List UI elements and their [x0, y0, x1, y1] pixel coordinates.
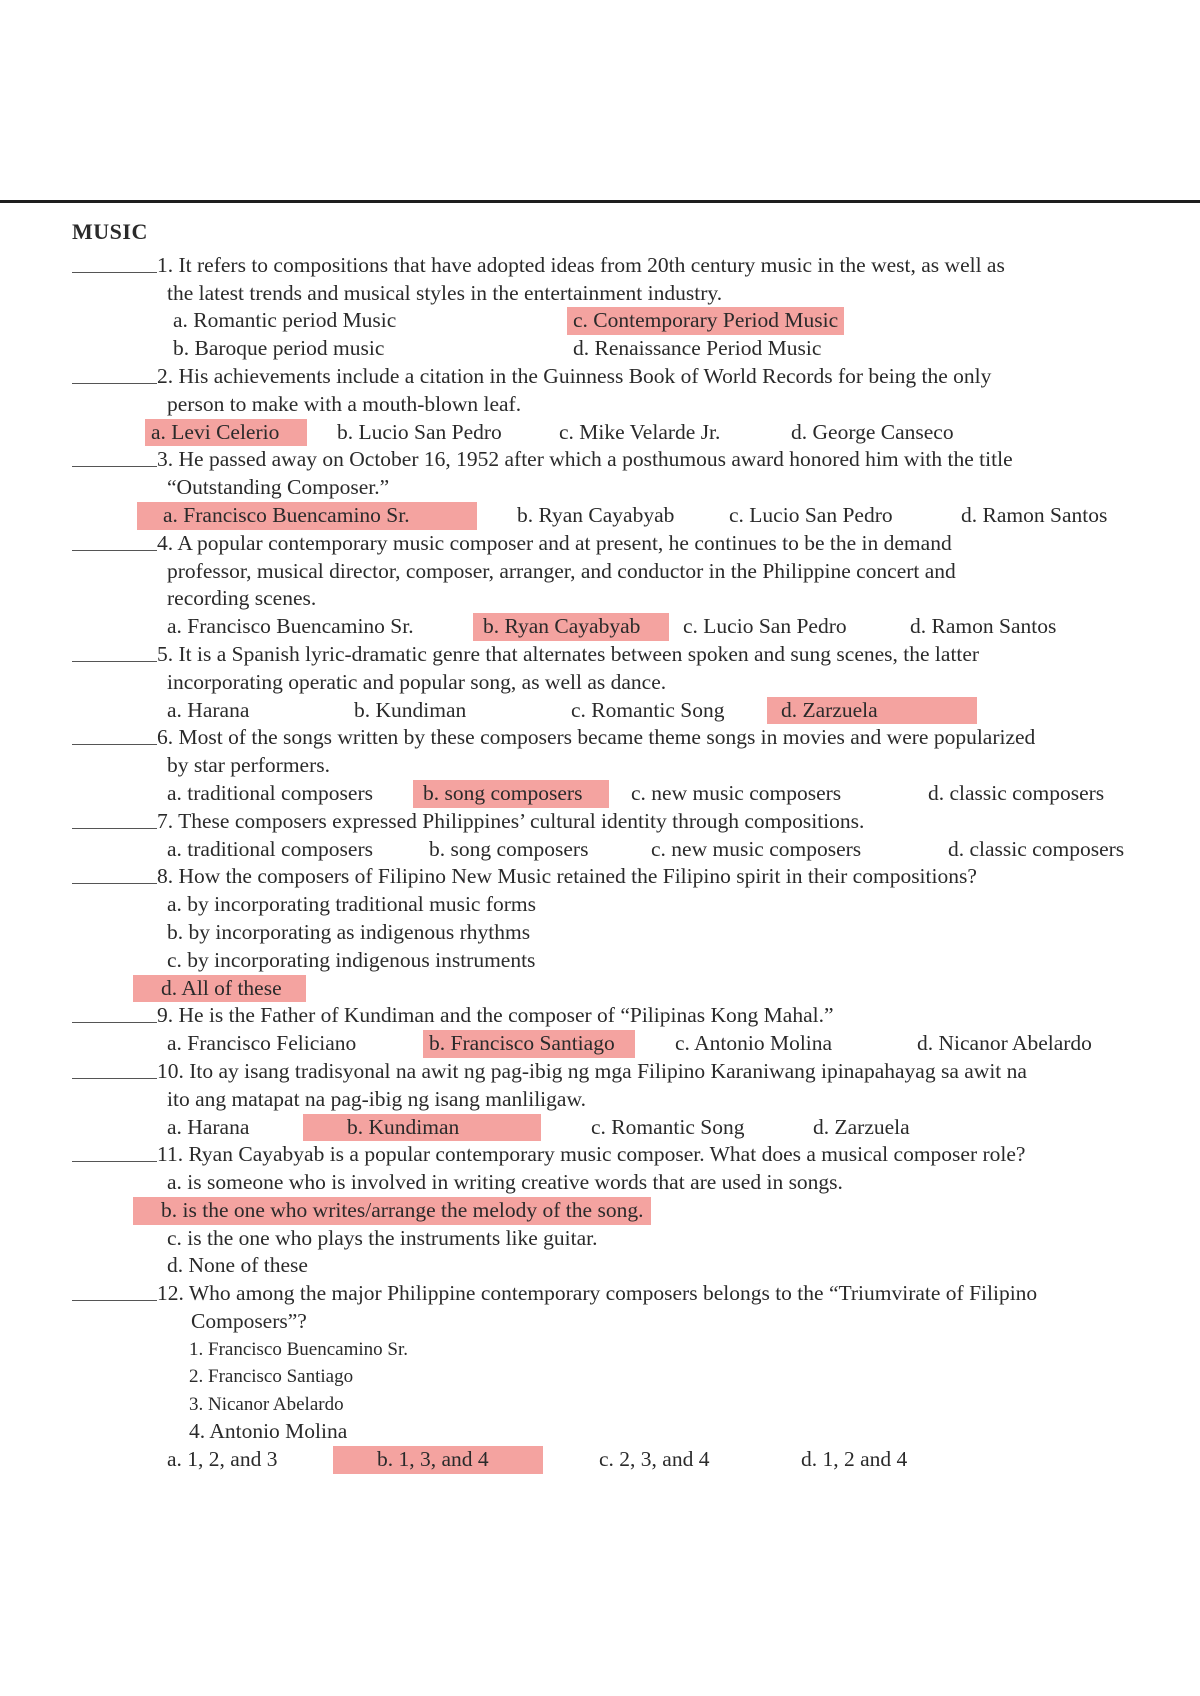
option-c[interactable]: c. is the one who plays the instruments like guitar.: [167, 1225, 598, 1250]
answer-blank[interactable]: [72, 661, 157, 662]
option-b[interactable]: b. Kundiman: [354, 697, 467, 722]
option-d[interactable]: d. classic composers: [948, 836, 1125, 861]
option-d[interactable]: d. Nicanor Abelardo: [917, 1031, 1092, 1056]
option-c[interactable]: c. by incorporating indigenous instruments: [167, 947, 536, 972]
question-stem: 9. He is the Father of Kundiman and the composer of “Pilipinas Kong Mahal.”: [157, 1003, 834, 1028]
question-stem: 1. It refers to compositions that have adopted ideas from 20th century music in the west, as well as: [157, 252, 1005, 277]
question-7: [72, 808, 1172, 864]
question-stem-continued: by star performers.: [167, 753, 330, 778]
option-a[interactable]: a. 1, 2, and 3: [167, 1446, 278, 1471]
question-stem-continued: Composers”?: [191, 1309, 307, 1334]
option-c[interactable]: c. Lucio San Pedro: [729, 502, 893, 527]
option-a-highlighted[interactable]: a. Francisco Buencamino Sr.: [137, 502, 477, 530]
answer-blank[interactable]: [72, 272, 157, 273]
option-c[interactable]: c. new music composers: [651, 836, 862, 861]
option-d[interactable]: d. Zarzuela: [813, 1114, 910, 1139]
list-item: 3. Nicanor Abelardo: [189, 1393, 344, 1415]
option-c[interactable]: c. new music composers: [631, 780, 842, 805]
option-b[interactable]: b. Baroque period music: [173, 336, 385, 361]
option-a[interactable]: a. traditional composers: [167, 836, 373, 861]
answer-blank[interactable]: [72, 1078, 157, 1079]
answer-blank[interactable]: [72, 383, 157, 384]
page-title: MUSIC: [72, 219, 148, 244]
option-a-highlighted[interactable]: a. Levi Celerio: [145, 419, 307, 447]
answer-blank[interactable]: [72, 883, 157, 884]
option-a[interactable]: a. Francisco Buencamino Sr.: [167, 614, 414, 639]
option-d[interactable]: d. Renaissance Period Music: [573, 336, 822, 361]
question-10: [72, 1058, 1172, 1141]
answer-blank[interactable]: [72, 466, 157, 467]
option-d-highlighted[interactable]: d. All of these: [133, 975, 306, 1003]
option-a[interactable]: a. Francisco Feliciano: [167, 1031, 357, 1056]
option-b-highlighted[interactable]: b. Francisco Santiago: [423, 1030, 635, 1058]
question-stem-continued: recording scenes.: [167, 586, 317, 611]
option-a[interactable]: a. is someone who is involved in writing creative words that are used in songs.: [167, 1170, 843, 1195]
option-a[interactable]: a. traditional composers: [167, 780, 373, 805]
question-stem: 11. Ryan Cayabyab is a popular contemporary music composer. What does a musical composer role?: [157, 1142, 1026, 1167]
question-12: [72, 1280, 1172, 1473]
list-item: 1. Francisco Buencamino Sr.: [189, 1338, 408, 1360]
answer-blank[interactable]: [72, 550, 157, 551]
answer-blank[interactable]: [72, 744, 157, 745]
question-4: [72, 530, 1172, 641]
option-b[interactable]: b. Ryan Cayabyab: [517, 502, 675, 527]
option-d-highlighted[interactable]: d. Zarzuela: [767, 697, 977, 725]
question-stem: 10. Ito ay isang tradisyonal na awit ng pag-ibig ng mga Filipino Karaniwang ipinapahayag sa awit na: [157, 1058, 1027, 1083]
top-divider-line: [0, 200, 1200, 203]
question-1: [72, 252, 1172, 363]
question-stem: 2. His achievements include a citation in the Guinness Book of World Records for being the only: [157, 363, 992, 388]
option-b[interactable]: b. by incorporating as indigenous rhythms: [167, 919, 531, 944]
option-c[interactable]: c. Mike Velarde Jr.: [559, 419, 721, 444]
question-stem-continued: “Outstanding Composer.”: [167, 475, 390, 500]
composer-list: [157, 1336, 1172, 1446]
option-c[interactable]: c. Lucio San Pedro: [683, 614, 847, 639]
option-b[interactable]: b. Lucio San Pedro: [337, 419, 502, 444]
option-d[interactable]: d. George Canseco: [791, 419, 954, 444]
question-stem: 12. Who among the major Philippine contemporary composers belongs to the “Triumvirate of Filipino: [157, 1281, 1038, 1306]
option-c[interactable]: c. Romantic Song: [571, 697, 725, 722]
option-a[interactable]: a. Romantic period Music: [173, 308, 397, 333]
option-b-highlighted[interactable]: b. Kundiman: [303, 1114, 541, 1142]
option-d[interactable]: d. 1, 2 and 4: [801, 1446, 908, 1471]
question-stem: 3. He passed away on October 16, 1952 after which a posthumous award honored him with the title: [157, 447, 1013, 472]
option-b-highlighted[interactable]: b. Ryan Cayabyab: [473, 613, 669, 641]
question-stem: 8. How the composers of Filipino New Music retained the Filipino spirit in their compositions?: [157, 864, 977, 889]
option-b-highlighted[interactable]: b. 1, 3, and 4: [333, 1446, 543, 1474]
question-11: [72, 1141, 1172, 1280]
list-item: 4. Antonio Molina: [189, 1419, 348, 1444]
question-stem: 5. It is a Spanish lyric-dramatic genre that alternates between spoken and sung scenes, the latter: [157, 641, 980, 666]
question-stem-continued: person to make with a mouth-blown leaf.: [167, 391, 522, 416]
option-c[interactable]: c. Antonio Molina: [675, 1031, 833, 1056]
question-stem-continued: the latest trends and musical styles in the entertainment industry.: [167, 280, 723, 305]
option-d[interactable]: d. Ramon Santos: [961, 502, 1108, 527]
option-a[interactable]: a. by incorporating traditional music forms: [167, 892, 536, 917]
option-a[interactable]: a. Harana: [167, 1114, 250, 1139]
option-d[interactable]: d. classic composers: [928, 780, 1105, 805]
question-5: [72, 641, 1172, 724]
option-d[interactable]: d. None of these: [167, 1253, 308, 1278]
question-stem: 7. These composers expressed Philippines’ cultural identity through compositions.: [157, 808, 865, 833]
question-stem: 4. A popular contemporary music composer and at present, he continues to be the in demand: [157, 530, 952, 555]
option-c[interactable]: c. 2, 3, and 4: [599, 1446, 710, 1471]
option-c-highlighted[interactable]: c. Contemporary Period Music: [567, 307, 844, 335]
question-stem-continued: incorporating operatic and popular song, as well as dance.: [167, 669, 667, 694]
list-item: 2. Francisco Santiago: [189, 1366, 354, 1388]
question-stem: 6. Most of the songs written by these composers became theme songs in movies and were popularized: [157, 725, 1036, 750]
option-d[interactable]: d. Ramon Santos: [910, 614, 1057, 639]
worksheet: [72, 218, 1172, 1474]
answer-blank[interactable]: [72, 1161, 157, 1162]
option-a[interactable]: a. Harana: [167, 697, 250, 722]
option-c[interactable]: c. Romantic Song: [591, 1114, 745, 1139]
question-stem-continued: professor, musical director, composer, arranger, and conductor in the Philippine concert and: [167, 558, 956, 583]
question-stem-continued: ito ang matapat na pag-ibig ng isang manliligaw.: [167, 1086, 586, 1111]
answer-blank[interactable]: [72, 828, 157, 829]
option-b-highlighted[interactable]: b. is the one who writes/arrange the melody of the song.: [133, 1197, 651, 1225]
option-b-highlighted[interactable]: b. song composers: [413, 780, 609, 808]
question-6: [72, 724, 1172, 807]
question-2: [72, 363, 1172, 446]
answer-blank[interactable]: [72, 1022, 157, 1023]
question-3: [72, 446, 1172, 529]
option-b[interactable]: b. song composers: [429, 836, 589, 861]
question-8: [72, 863, 1172, 1002]
question-9: [72, 1002, 1172, 1058]
answer-blank[interactable]: [72, 1300, 157, 1301]
